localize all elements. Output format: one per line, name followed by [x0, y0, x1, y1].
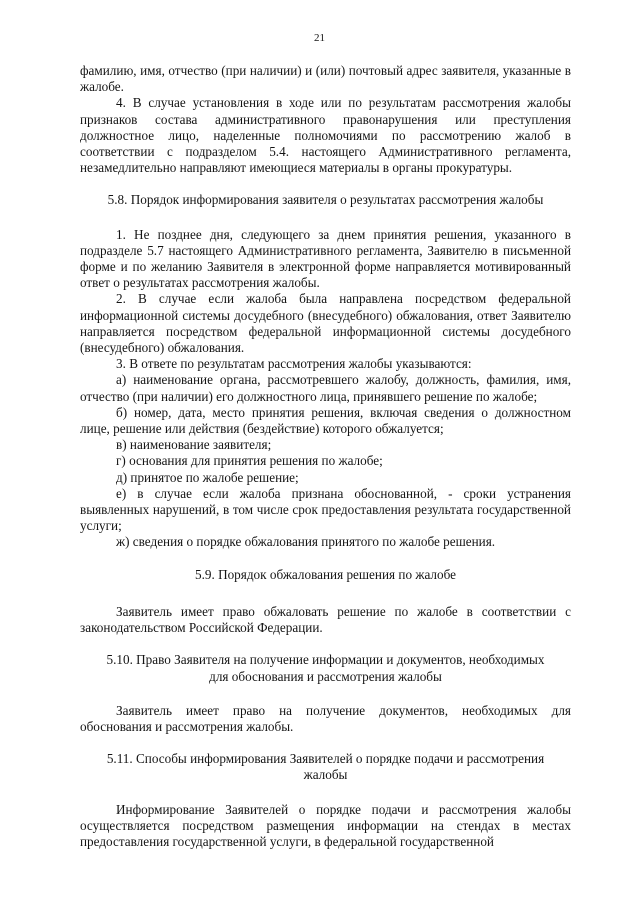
paragraph-5-10: Заявитель имеет право на получение документов, необходимых для обоснования и рассмотрения жалобы. — [80, 702, 571, 734]
list-item-a: а) наименование органа, рассмотревшего жалобу, должность, фамилия, имя, отчество (при наличии) его должностного лица, принявшего решение по жалобе; — [80, 372, 571, 404]
section-heading-5-11 — [80, 751, 571, 783]
section-heading-5-10 — [80, 652, 571, 684]
paragraph-4-prosecution: 4. В случае установления в ходе или по результатам рассмотрения жалобы признаков состава административного правонарушения или преступления должностное лицо, наделенные полномочиями по рассмотрению жалоб в соответствии с подразделом 5.4. настоящего Административного регламента, незамедлительно направляют имеющиеся материалы в органы прокуратуры. — [80, 95, 571, 176]
page-number: 21 — [314, 32, 325, 44]
section-heading-5-9: 5.9. Порядок обжалования решения по жалобе — [194, 566, 456, 582]
list-item-v: в) наименование заявителя; — [116, 437, 272, 453]
list-item-b: б) номер, дата, место принятия решения, включая сведения о должностном лице, решение или действия (бездействие) которого обжалуется; — [80, 404, 571, 437]
list-item-d: д) принятое по жалобе решение; — [116, 469, 299, 485]
section-heading-5-10-line2: для обоснования и рассмотрения жалобы — [209, 668, 442, 684]
paragraph-continuation: фамилию, имя, отчество (при наличии) и (или) почтовый адрес заявителя, указанные в жалобе. — [80, 63, 571, 95]
section-heading-5-11-line2: жалобы — [303, 767, 348, 783]
section-heading-5-8: 5.8. Порядок информирования заявителя о результатах рассмотрения жалобы — [107, 192, 544, 208]
list-item-g: г) основания для принятия решения по жалобе; — [116, 453, 383, 469]
paragraph-5-11: Информирование Заявителей о порядке подачи и рассмотрения жалобы осуществляется посредством размещения информации на стендах в местах предоставления государственной услуги, в федеральной государственной — [80, 801, 571, 849]
paragraph-5-8-2: 2. В случае если жалоба была направлена посредством федеральной информационной системы досудебного (внесудебного) обжалования, ответ Заявителю направляется посредством федеральной информационной системы досудебного (внесудебного) обжалования. — [80, 291, 571, 356]
section-heading-5-11-line1: 5.11. Способы информирования Заявителей о порядке подачи и рассмотрения — [106, 751, 545, 767]
list-item-e: е) в случае если жалоба признана обоснованной, - сроки устранения выявленных нарушений, в том числе срок предоставления результата государственной услуги; — [80, 485, 571, 534]
list-item-zh: ж) сведения о порядке обжалования принятого по жалобе решения. — [116, 534, 496, 550]
paragraph-5-9: Заявитель имеет право обжаловать решение по жалобе в соответствии с законодательством Российской Федерации. — [80, 603, 571, 636]
section-heading-5-10-line1: 5.10. Право Заявителя на получение информации и документов, необходимых — [106, 652, 545, 668]
paragraph-5-8-1: 1. Не позднее дня, следующего за днем принятия решения, указанного в подразделе 5.7 настоящего Административного регламента, Заявителю в письменной форме и по желанию Заявителя в электронной форме направляется мотивированный ответ о результатах рассмотрения жалобы. — [80, 226, 571, 291]
document-body — [80, 63, 571, 850]
paragraph-5-8-3: 3. В ответе по результатам рассмотрения жалобы указываются: — [116, 356, 472, 372]
